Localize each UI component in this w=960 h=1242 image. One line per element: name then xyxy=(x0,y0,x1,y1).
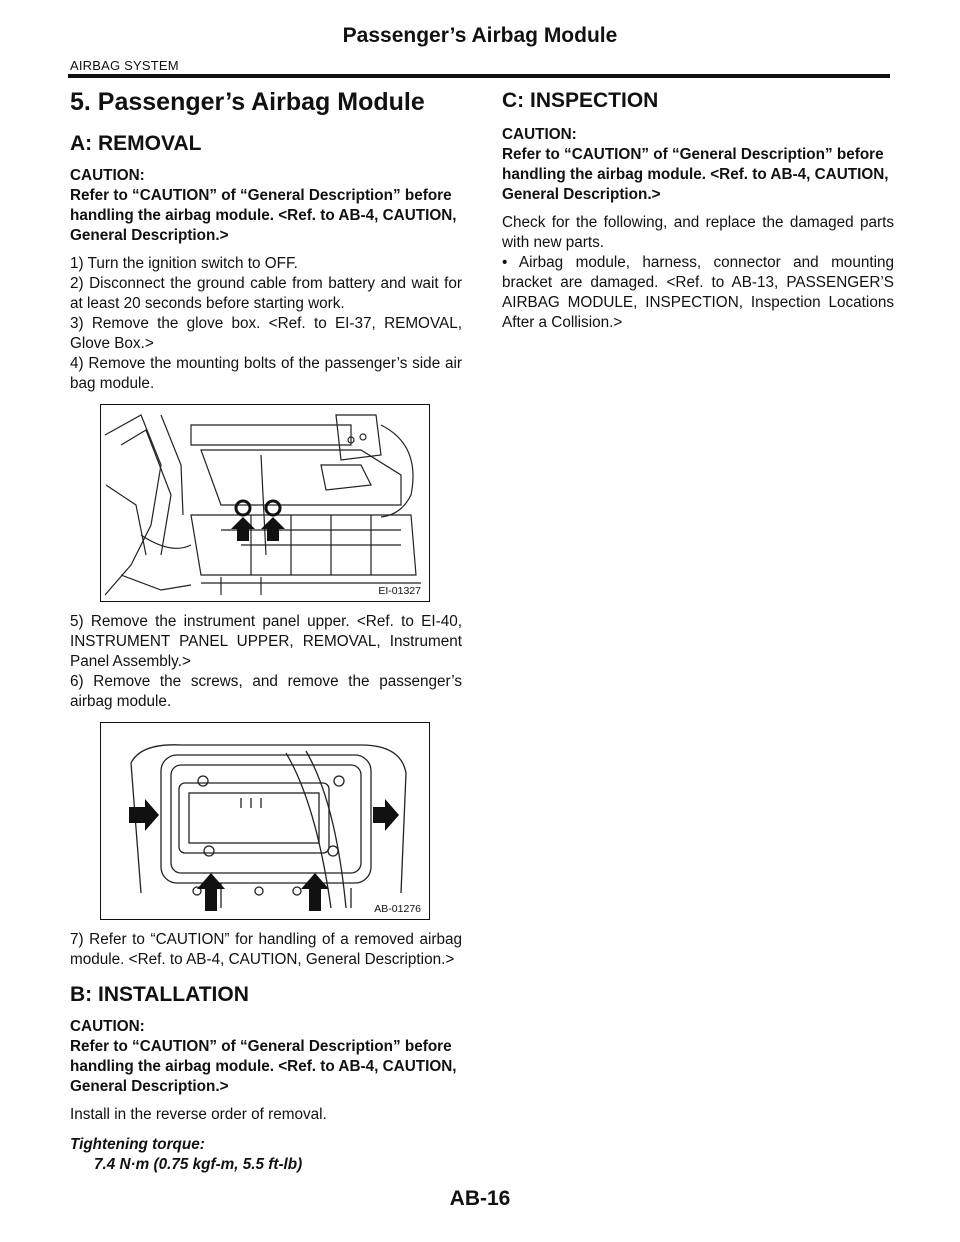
removal-step-4: 4) Remove the mounting bolts of the passenger’s side air bag module. xyxy=(70,354,462,392)
installation-heading: B: INSTALLATION xyxy=(70,982,249,1006)
left-column xyxy=(70,88,462,1175)
airbag-screws-illustration xyxy=(101,723,429,919)
mounting-bolts-illustration xyxy=(101,405,429,601)
inspection-bullet: • Airbag module, harness, connector and mounting bracket are damaged. <Ref. to AB-13, PASSENGER’S AIRBAG MODULE, INSPECTION, Inspection Locations After a Collision.> xyxy=(502,254,894,332)
figure-code-label: EI-01327 xyxy=(378,584,421,597)
torque-label: Tightening torque: xyxy=(70,1136,205,1154)
removal-step-7: 7) Refer to “CAUTION” for handling of a removed airbag module. <Ref. to AB-4, CAUTION, General Description.> xyxy=(70,930,462,968)
removal-step-6: 6) Remove the screws, and remove the passenger’s airbag module. xyxy=(70,672,462,710)
inspection-heading: C: INSPECTION xyxy=(502,89,659,112)
right-column xyxy=(502,88,894,333)
removal-caution xyxy=(70,166,462,246)
installation-text: Install in the reverse order of removal. xyxy=(70,1106,327,1124)
chapter-title: 5. Passenger’s Airbag Module xyxy=(70,88,425,116)
caution-label: CAUTION: xyxy=(70,166,145,184)
removal-step-2: 2) Disconnect the ground cable from battery and wait for at least 20 seconds before starting work. xyxy=(70,274,462,312)
removal-heading: A: REMOVAL xyxy=(70,131,202,155)
removal-step-1: 1) Turn the ignition switch to OFF. xyxy=(70,254,298,272)
page-header-title: Passenger’s Airbag Module xyxy=(342,24,618,47)
figure-mounting-bolts xyxy=(100,404,430,602)
removal-step-3: 3) Remove the glove box. <Ref. to EI-37, REMOVAL, Glove Box.> xyxy=(70,314,462,352)
page-header-section: AIRBAG SYSTEM xyxy=(70,58,179,73)
caution-label: CAUTION: xyxy=(70,1018,145,1036)
torque-value: 7.4 N·m (0.75 kgf-m, 5.5 ft-lb) xyxy=(94,1156,303,1174)
removal-step-5: 5) Remove the instrument panel upper. <Ref. to EI-40, INSTRUMENT PANEL UPPER, REMOVAL, Instrument Panel Assembly.> xyxy=(70,612,462,670)
header-divider xyxy=(68,74,890,78)
figure-code-label: AB-01276 xyxy=(374,902,421,915)
page-number: AB-16 xyxy=(449,1187,511,1210)
figure-airbag-screws xyxy=(100,722,430,920)
inspection-caution xyxy=(502,125,894,205)
caution-label: CAUTION: xyxy=(502,126,577,144)
caution-text: Refer to “CAUTION” of “General Description” before handling the airbag module. <Ref. to AB-4, CAUTION, General Description.> xyxy=(70,1038,457,1096)
caution-text: Refer to “CAUTION” of “General Description” before handling the airbag module. <Ref. to AB-4, CAUTION, General Description.> xyxy=(70,186,457,244)
installation-caution xyxy=(70,1017,462,1097)
caution-text: Refer to “CAUTION” of “General Description” before handling the airbag module. <Ref. to AB-4, CAUTION, General Description.> xyxy=(502,146,889,204)
inspection-text: Check for the following, and replace the damaged parts with new parts. xyxy=(502,214,894,252)
